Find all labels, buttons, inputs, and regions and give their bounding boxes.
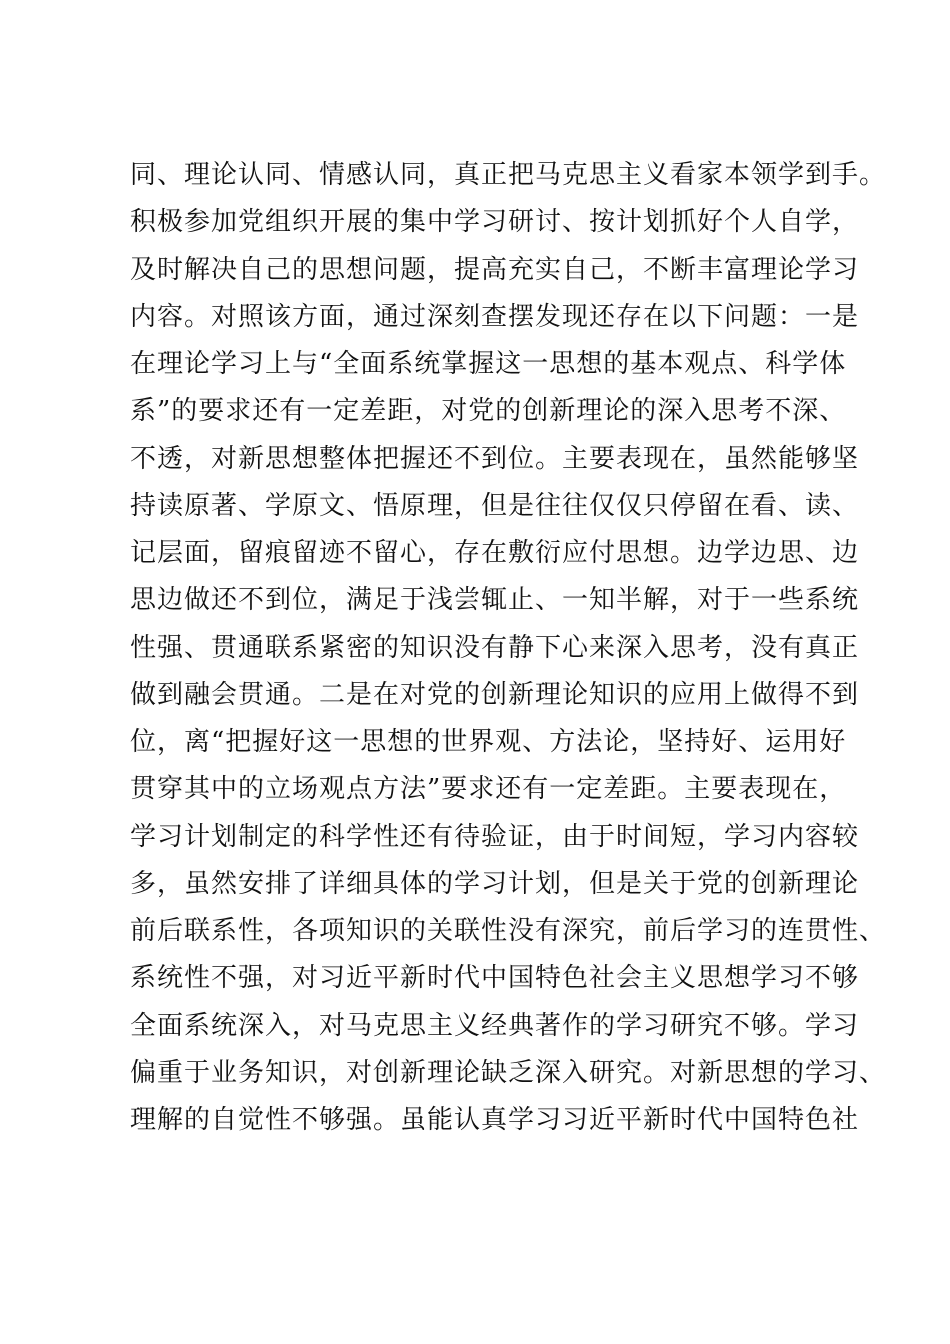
text-line: 系统性不强，对习近平新时代中国特色社会主义思想学习不够 [130,963,860,994]
text-line: 贯穿其中的立场观点方法”要求还有一定差距。主要表现在， [130,774,847,805]
text-line: 内容。对照该方面，通过深刻查摆发现还存在以下问题：一是 [130,301,860,332]
text-line: 做到融会贯通。二是在对党的创新理论知识的应用上做得不到 [130,679,860,710]
text-line: 前后联系性，各项知识的关联性没有深究，前后学习的连贯性、 [130,916,887,946]
text-line: 及时解决自己的思想问题，提高充实自己，不断丰富理论学习 [130,254,860,285]
text-line: 不透，对新思想整体把握还不到位。主要表现在，虽然能够坚 [130,443,860,474]
text-line: 积极参加党组织开展的集中学习研讨、按计划抓好个人自学， [130,207,860,238]
text-line: 思边做还不到位，满足于浅尝辄止、一知半解，对于一些系统 [130,585,860,616]
text-line: 多，虽然安排了详细具体的学习计划，但是关于党的创新理论 [130,868,860,899]
text-line: 理解的自觉性不够强。虽能认真学习习近平新时代中国特色社 [130,1105,860,1135]
text-line: 学习计划制定的科学性还有待验证，由于时间短，学习内容较 [130,821,860,852]
text-line: 性强、贯通联系紧密的知识没有静下心来深入思考，没有真正 [130,632,860,663]
text-line: 同、理论认同、情感认同，真正把马克思主义看家本领学到手。 [130,160,887,190]
text-line: 全面系统深入，对马克思主义经典著作的学习研究不够。学习 [130,1010,860,1041]
text-line: 偏重于业务知识，对创新理论缺乏深入研究。对新思想的学习、 [130,1057,887,1088]
text-line: 持读原著、学原文、悟原理，但是往往仅仅只停留在看、读、 [130,490,860,521]
text-line: 位，离“把握好这一思想的世界观、方法论，坚持好、运用好 [130,727,847,757]
text-line: 系”的要求还有一定差距，对党的创新理论的深入思考不深、 [130,396,847,427]
text-line: 记层面，留痕留迹不留心，存在敷衍应付思想。边学边思、边 [130,538,860,568]
body-paragraph [130,152,887,1144]
text-line: 在理论学习上与“全面系统掌握这一思想的基本观点、科学体 [130,349,847,379]
